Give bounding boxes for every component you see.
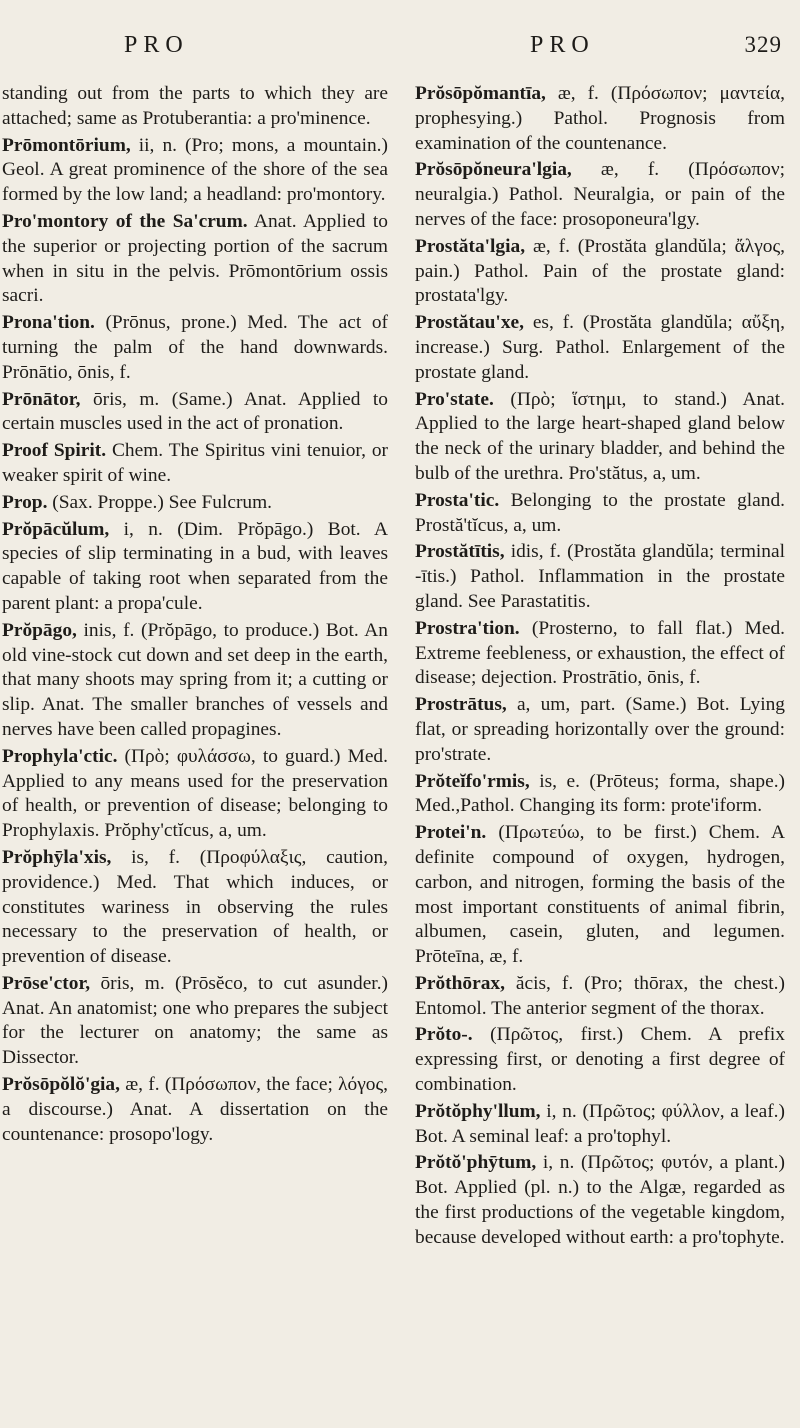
entry-definition: (Πρῶτος, first.) Chem. A prefix expressing first, or denoting a first degree of combination. xyxy=(415,1024,785,1096)
left-running-title: PRO xyxy=(124,32,189,58)
entry-headword: Prŏsōpŏmantīa, xyxy=(415,83,546,104)
entry-headword: Prŏthōrax, xyxy=(415,972,505,994)
right-running-title: PRO xyxy=(530,32,595,58)
entry-headword: Prop. xyxy=(2,491,48,513)
entry-definition: ōris, m. (Same.) Anat. Applied to certain muscles used in the act of pronation. xyxy=(2,388,388,435)
entry-headword: Prōse'ctor, xyxy=(2,972,91,994)
entry-headword: Protei'n. xyxy=(415,822,487,844)
entry-definition: ōris, m. (Prōsĕco, to cut asunder.) Anat. An anatomist; one who prepares the subject for the lecturer on anatomy; the same as Dissector. xyxy=(2,972,388,1069)
dictionary-entry xyxy=(415,388,785,487)
dictionary-entry xyxy=(2,972,388,1071)
dictionary-entry xyxy=(415,82,785,156)
dictionary-entry xyxy=(415,540,785,614)
dictionary-entry xyxy=(2,745,388,844)
dictionary-entry xyxy=(2,439,388,489)
entry-definition: æ, f. (Πρόσωπον; μαντεία, prophesying.) Pathol. Prognosis from examination of the countenance. xyxy=(415,83,785,154)
entry-definition: ii, n. (Pro; mons, a mountain.) Geol. A great prominence of the shore of the sea formed by the low land; a headland: pro'montory. xyxy=(2,134,388,206)
page-number: 329 xyxy=(744,32,782,57)
entry-definition: inis, f. (Prŏpāgo, to produce.) Bot. An old vine-stock cut down and set deep in the earth, that many shoots may spring from it; a cutting or slip. Anat. The smaller branches of vessels and nerves have been called propagines. xyxy=(2,619,388,740)
entry-headword: Prostrātus, xyxy=(415,694,507,716)
entry-headword: Prostătau'xe, xyxy=(415,312,524,334)
dictionary-entry xyxy=(2,210,388,309)
running-header xyxy=(0,14,800,58)
entry-headword: Prōmontōrium, xyxy=(2,134,131,156)
entry-headword: Pro'state. xyxy=(415,388,494,410)
dictionary-entry xyxy=(415,972,785,1022)
dictionary-entry xyxy=(2,134,388,208)
dictionary-entry xyxy=(415,1023,785,1097)
dictionary-entry xyxy=(2,518,388,617)
dictionary-entry xyxy=(2,619,388,743)
entry-definition: ăcis, f. (Pro; thōrax, the chest.) Entomol. The anterior segment of the thorax. xyxy=(415,972,785,1019)
entry-headword: Prŏtŏphy'llum, xyxy=(415,1100,541,1122)
entry-definition: idis, f. (Prostăta glandŭla; terminal -ītis.) Pathol. Inflammation in the prostate gland. See Parastatitis. xyxy=(415,541,785,612)
entry-headword: Prŏtŏ'phȳtum, xyxy=(415,1152,537,1174)
entry-definition: i, n. (Dim. Prŏpāgo.) Bot. A species of slip terminating in a bud, with leaves capable of taking root when separated from the parent plant: a propa'cule. xyxy=(2,518,388,614)
entry-definition: i, n. (Πρῶτος; φύλλον, a leaf.) Bot. A seminal leaf: a pro'tophyl. xyxy=(415,1100,785,1147)
entry-definition: (Πρὸ; φυλάσσω, to guard.) Med. Applied to any means used for the preservation of health, or prevention of disease; belonging to Prophylaxis. Prŏphy'ctĭcus, a, um. xyxy=(2,745,388,842)
entry-definition: i, n. (Πρῶτος; φυτόν, a plant.) Bot. Applied (pl. n.) to the Algæ, regarded as the first productions of the vegetable kingdom, because developed without earth: a pro'tophyte. xyxy=(415,1152,785,1248)
entry-headword: Pro'montory of the Sa'crum. xyxy=(2,210,248,232)
dictionary-entry xyxy=(415,770,785,820)
dictionary-entry xyxy=(415,1100,785,1150)
dictionary-entry xyxy=(415,821,785,970)
entry-definition: æ, f. (Πρόσωπον; neuralgia.) Pathol. Neuralgia, or pain of the nerves of the face: prosoponeura'lgy. xyxy=(415,159,785,230)
entry-headword: Prōnātor, xyxy=(2,388,81,410)
dictionary-entry xyxy=(2,388,388,438)
entry-definition: a, um, part. (Same.) Bot. Lying flat, or spreading horizontally over the ground: pro'strate. xyxy=(415,694,785,765)
entry-definition: (Πρὸ; ἵστημι, to stand.) Anat. Applied to the large heart-shaped gland below the neck of the urinary bladder, and behind the bulb of the urethra. Pro'stătus, a, um. xyxy=(415,388,785,484)
dictionary-entry xyxy=(415,1151,785,1250)
entry-headword: Prostăta'lgia, xyxy=(415,235,526,257)
entry-definition: (Πρωτεύω, to be first.) Chem. A definite compound of oxygen, hydrogen, carbon, and nitrogen, forming the basis of the most important constituents of animal fibrin, albumen, casein, gluten, and legumen. Prōteīna, æ, f. xyxy=(415,822,785,968)
entry-headword: Prŏpāgo, xyxy=(2,619,77,641)
entry-headword: Proof Spirit. xyxy=(2,440,107,462)
dictionary-entry xyxy=(2,1073,388,1147)
entry-headword: Prŏsōpŏlŏ'gia, xyxy=(2,1074,120,1096)
entry-definition: æ, f. (Prostăta glandŭla; ἄλγος, pain.) Pathol. Pain of the prostate gland: prostata'lgy. xyxy=(415,235,785,307)
entry-headword: Prŏteĭfo'rmis, xyxy=(415,770,530,792)
dictionary-entry xyxy=(415,489,785,539)
dictionary-entry xyxy=(2,846,388,970)
dictionary-entry xyxy=(415,617,785,691)
dictionary-entry xyxy=(415,311,785,385)
left-column xyxy=(2,82,388,1149)
entry-headword: Prostătītis, xyxy=(415,541,505,563)
entry-headword: Prostra'tion. xyxy=(415,617,520,639)
dictionary-entry xyxy=(2,491,388,516)
entry-definition: Anat. Applied to the superior or projecting portion of the sacrum when in situ in the pelvis. Prōmontōrium ossis sacri. xyxy=(2,210,389,307)
dictionary-entry xyxy=(415,693,785,767)
entry-headword: Prŏphȳla'xis, xyxy=(2,846,112,868)
entry-definition: es, f. (Prostăta glandŭla; αὔξη, increase.) Surg. Pathol. Enlargement of the prostate gland. xyxy=(415,312,785,383)
entry-headword: Prŏsōpŏneura'lgia, xyxy=(415,159,572,181)
entry-definition: Belonging to the prostate gland. Prostă'tĭcus, a, um. xyxy=(415,489,785,536)
entry-definition: is, f. (Προφύλαξις, caution, providence.) Med. That which induces, or constitutes wariness in observing the rules necessary to the preservation of health, or prevention of disease. xyxy=(2,846,388,968)
entry-headword: Prŏto-. xyxy=(415,1024,473,1046)
dictionary-entry xyxy=(2,311,388,385)
dictionary-entry xyxy=(2,82,388,132)
entry-definition: is, e. (Prōteus; forma, shape.) Med.,Pathol. Changing its form: prote'iform. xyxy=(415,770,785,817)
entry-definition: Chem. The Spiritus vini tenuior, or weaker spirit of wine. xyxy=(2,440,388,486)
entry-headword: Prona'tion. xyxy=(2,312,95,334)
entry-headword: Prosta'tic. xyxy=(415,489,500,511)
entry-headword: Prophyla'ctic. xyxy=(2,745,118,767)
dictionary-entry xyxy=(415,235,785,309)
entry-headword: Prŏpācŭlum, xyxy=(2,518,110,540)
right-column xyxy=(415,82,785,1253)
entry-definition: standing out from the parts to which they are attached; same as Protuberantia: a pro'minence. xyxy=(2,83,388,129)
dictionary-entry xyxy=(415,158,785,232)
entry-definition: (Prōnus, prone.) Med. The act of turning the palm of the hand downwards. Prōnātio, ōnis, f. xyxy=(2,312,389,383)
entry-definition: (Prosterno, to fall flat.) Med. Extreme feebleness, or exhaustion, the effect of disease; dejection. Prostrātio, ōnis, f. xyxy=(415,617,785,689)
entry-definition: (Sax. Proppe.) See Fulcrum. xyxy=(52,491,273,513)
entry-definition: æ, f. (Πρόσωπον, the face; λόγος, a discourse.) Anat. A dissertation on the countenance: prosopo'logy. xyxy=(2,1074,388,1145)
